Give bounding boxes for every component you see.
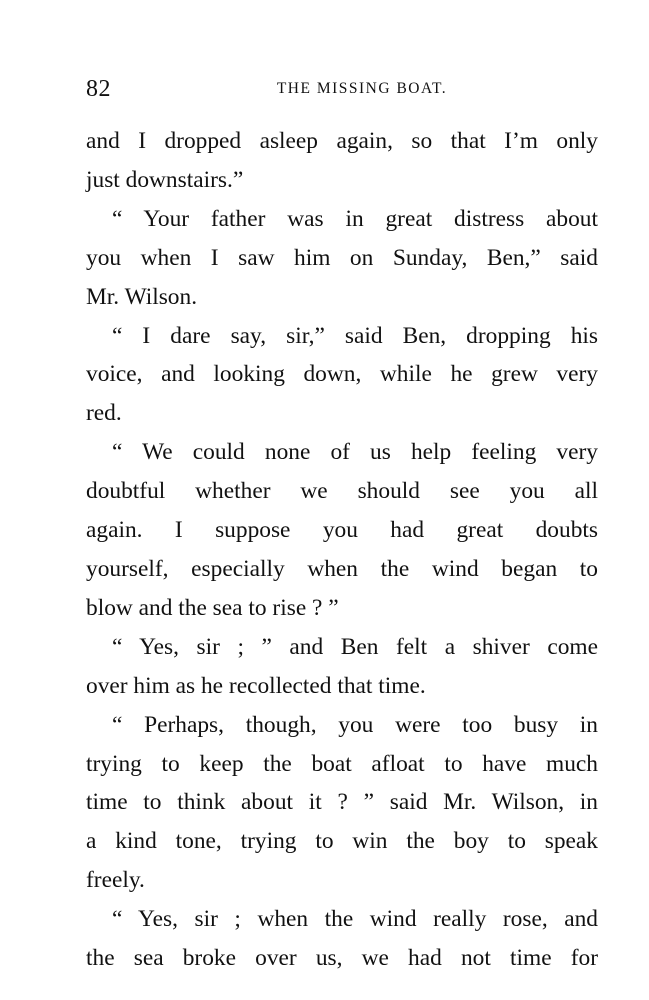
page-header	[86, 74, 598, 104]
text-line: again. I suppose you had great doubts	[86, 517, 598, 544]
text-line: trying to keep the boat afloat to have much	[86, 750, 598, 777]
text-line: time to think about it ? ” said Mr. Wilson, in	[86, 789, 598, 816]
text-line: just downstairs.”	[86, 166, 244, 193]
text-line: “ We could none of us help feeling very	[112, 439, 598, 466]
text-line: red.	[86, 400, 122, 427]
text-line: yourself, especially when the wind began to	[86, 555, 598, 582]
text-line: the sea broke over us, we had not time for	[86, 945, 598, 972]
text-line: and I dropped asleep again, so that I’m only	[86, 128, 598, 154]
page-number: 82	[86, 76, 111, 102]
text-line: “ I dare say, sir,” said Ben, dropping his	[112, 322, 598, 349]
text-line: doubtful whether we should see you all	[86, 478, 598, 505]
text-line: “ Yes, sir ; when the wind really rose, and	[112, 906, 598, 933]
body-text	[86, 122, 598, 978]
text-line: freely.	[86, 867, 145, 894]
text-line: you when I saw him on Sunday, Ben,” said	[86, 244, 598, 271]
text-line: “ Yes, sir ; ” and Ben felt a shiver come	[112, 633, 598, 660]
text-line: “ Perhaps, though, you were too busy in	[112, 711, 598, 738]
text-line: blow and the sea to rise ? ”	[86, 594, 339, 621]
running-head: THE MISSING BOAT.	[276, 80, 448, 97]
text-line: a kind tone, trying to win the boy to speak	[86, 828, 598, 855]
text-line: “ Your father was in great distress about	[112, 205, 598, 232]
text-line: Mr. Wilson.	[86, 283, 198, 310]
text-line: over him as he recollected that time.	[86, 672, 426, 699]
text-line: voice, and looking down, while he grew very	[86, 361, 598, 388]
